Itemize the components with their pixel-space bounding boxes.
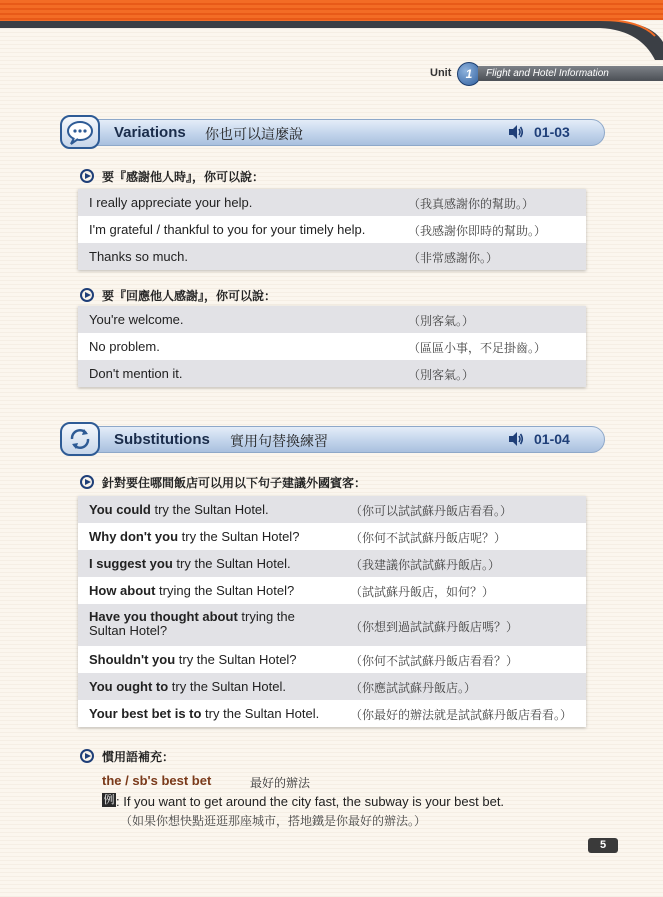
example-sentence: : If you want to get around the city fast, the subway is your best bet. — [116, 794, 505, 809]
table-row: You're welcome. （別客氣。） — [78, 306, 586, 333]
arrow-right-icon — [80, 288, 94, 302]
variations-table-2 — [78, 306, 586, 387]
arrow-right-icon — [80, 169, 94, 183]
table-row: How about trying the Sultan Hotel? （試試蘇丹飯店，如何？） — [78, 577, 586, 604]
table-row: I really appreciate your help. （我真感謝你的幫助。） — [78, 189, 586, 216]
substitutions-subtitle: 實用句替換練習 — [230, 434, 328, 450]
audio-speaker-icon[interactable] — [508, 431, 524, 447]
variations-table-1 — [78, 189, 586, 270]
substitutions-title: Substitutions — [114, 431, 210, 448]
table-row: I'm grateful / thankful to you for your timely help. （我感謝你即時的幫助。） — [78, 216, 586, 243]
substitutions-header — [60, 424, 605, 454]
idiom-phrase-meaning: 最好的辦法 — [250, 776, 311, 790]
table-row: You could try the Sultan Hotel. （你可以試試蘇丹飯店看看。） — [78, 496, 586, 523]
table-row: Shouldn't you try the Sultan Hotel? （你何不試試蘇丹飯店看看？） — [78, 646, 586, 673]
speech-bubble-icon — [60, 115, 100, 149]
top-curve-decoration — [0, 20, 663, 60]
table-row: No problem. （區區小事，不足掛齒。） — [78, 333, 586, 360]
table-row: Thanks so much. （非常感謝你。） — [78, 243, 586, 270]
audio-speaker-icon[interactable] — [508, 124, 524, 140]
arrow-right-icon — [80, 475, 94, 489]
table-row: You ought to try the Sultan Hotel. （你應試試蘇丹飯店。） — [78, 673, 586, 700]
example-marker: 例 — [103, 793, 115, 806]
unit-title: Flight and Hotel Information — [478, 66, 663, 81]
refresh-cycle-icon — [60, 422, 100, 456]
page-number: 5 — [588, 838, 618, 853]
variations-subtitle: 你也可以這麼說 — [205, 127, 303, 143]
unit-header — [420, 62, 663, 86]
variations-title: Variations — [114, 124, 186, 141]
top-orange-band — [0, 0, 663, 20]
example-translation: （如果你想快點逛逛那座城市，搭地鐵是你最好的辦法。） — [120, 814, 427, 828]
table-row: Have you thought about trying the Sultan Hotel? （你想到過試試蘇丹飯店嗎？） — [78, 604, 586, 646]
idiom-phrase: the / sb's best bet — [102, 773, 212, 788]
unit-label: Unit — [430, 67, 452, 79]
table-row: Why don't you try the Sultan Hotel? （你何不試試蘇丹飯店呢？） — [78, 523, 586, 550]
table-row: Your best bet is to try the Sultan Hotel. （你最好的辦法就是試試蘇丹飯店看看。） — [78, 700, 586, 727]
variations-audio-code: 01-03 — [534, 124, 570, 140]
variations-header — [60, 117, 605, 147]
substitutions-audio-code: 01-04 — [534, 431, 570, 447]
unit-number: 1 — [457, 62, 481, 86]
table-row: I suggest you try the Sultan Hotel. （我建議你試試蘇丹飯店。） — [78, 550, 586, 577]
table-row: Don't mention it. （別客氣。） — [78, 360, 586, 387]
substitutions-table — [78, 496, 586, 727]
arrow-right-icon — [80, 749, 94, 763]
